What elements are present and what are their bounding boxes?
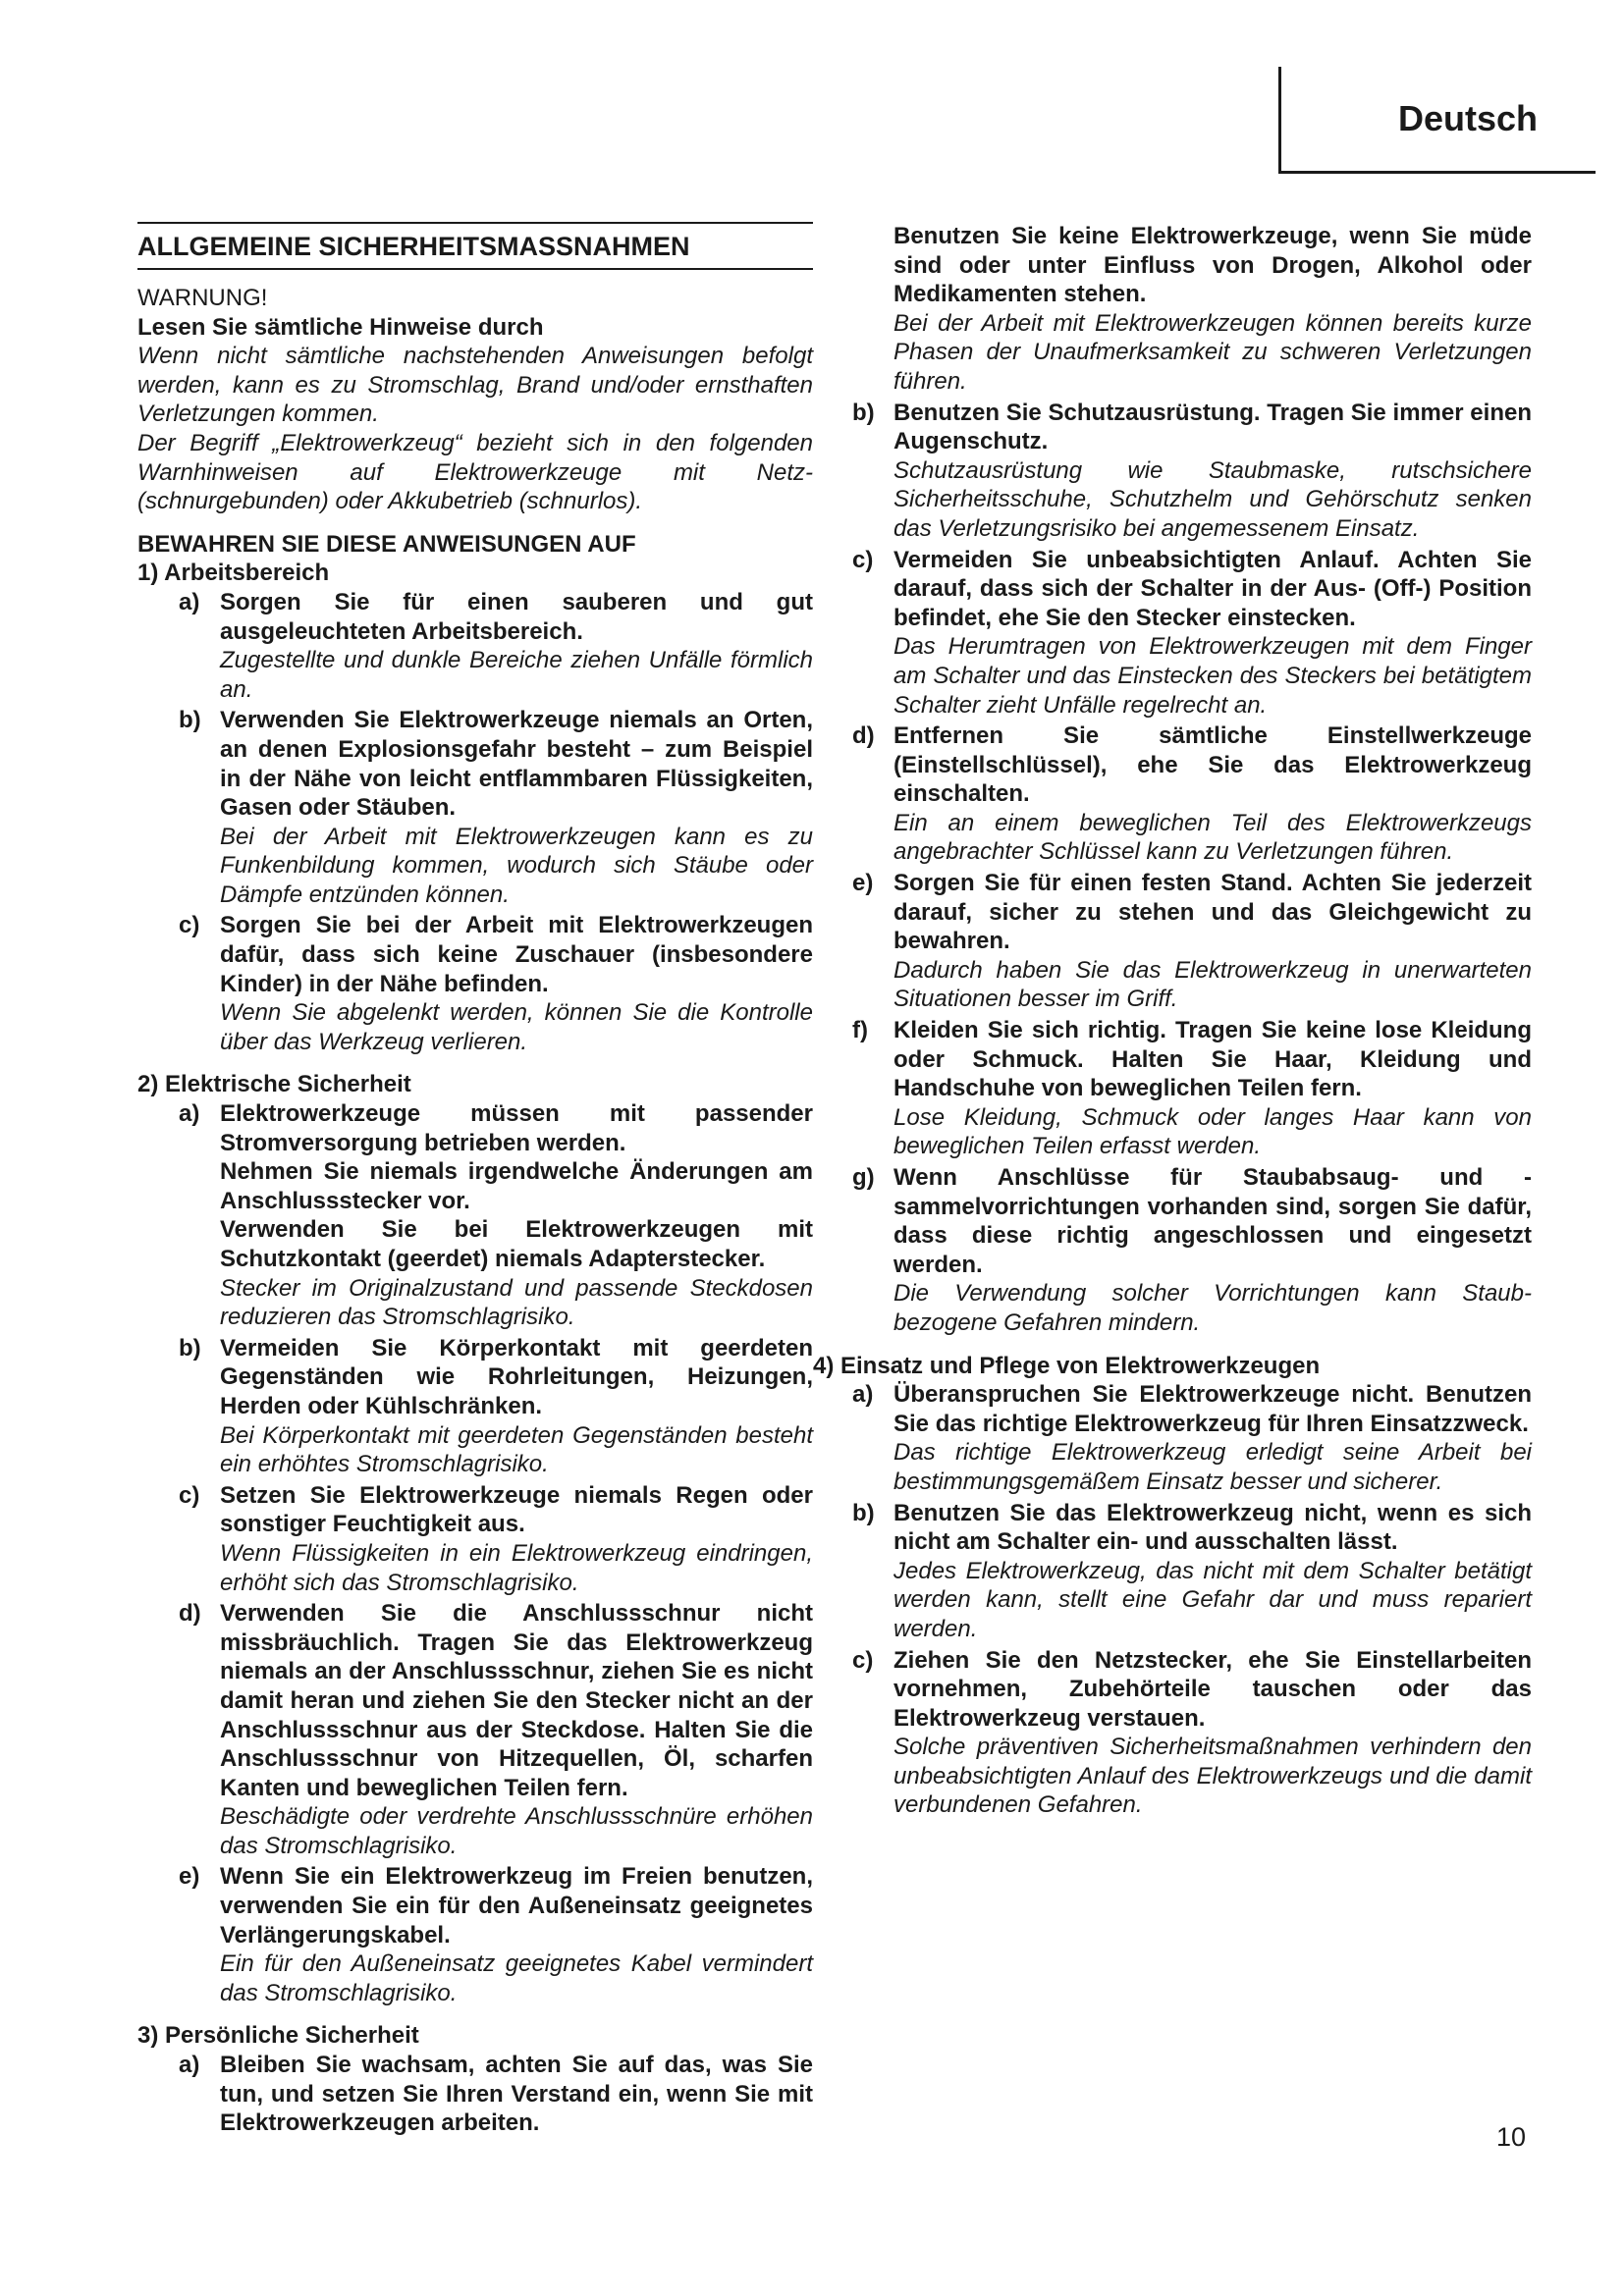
item-label: b) [179, 1334, 201, 1362]
language-label: Deutsch [1397, 98, 1538, 138]
list-item [137, 1334, 813, 1479]
item-bold-text: Sorgen Sie für einen sauberen und gut ausgeleuchteten Arbeitsbereich. [220, 588, 813, 645]
item-label: c) [852, 1646, 874, 1674]
list-item [137, 588, 813, 704]
warning-label: WARNUNG! [137, 285, 268, 311]
item-italic-text: Ein an einem beweglichen Teil des Elektrowerkzeugs angebrachter Schlüssel kann zu Verletzungen führen. [893, 809, 1532, 866]
list-item [137, 2051, 813, 2138]
list-item [852, 546, 1532, 721]
item-italic-text: Bei der Arbeit mit Elektrowerkzeugen können bereits kurze Phasen der Unaufmerksamkeit zu schweren Verletzungen führen. [893, 309, 1532, 395]
section-3-heading: 3) Persönliche Sicherheit [137, 2022, 419, 2050]
item-italic-text: Jedes Elektrowerkzeug, das nicht mit dem Schalter betätigt werden kann, stellt eine Gefahr dar und muss repariert werden. [893, 1557, 1532, 1642]
list-item [852, 869, 1532, 1014]
item-label: a) [179, 2052, 200, 2079]
item-bold-text: Benutzen Sie keine Elektrowerkzeuge, wenn Sie müde sind oder unter Einfluss von Drogen, Alkohol oder Medikamenten stehen. [893, 223, 1532, 308]
item-label: f) [852, 1017, 868, 1044]
list-item [137, 1481, 813, 1597]
item-bold-text: Bleiben Sie wachsam, achten Sie auf das, was Sie tun, und setzen Sie Ihren Verstand ein, wenn Sie mit Elektrowerkzeugen arbeiten. [220, 2052, 813, 2137]
list-item [852, 399, 1532, 544]
keep-instructions-heading: BEWAHREN SIE DIESE ANWEISUNGEN AUF [137, 530, 636, 558]
item-bold-text: Wenn Sie ein Elektrowerkzeug im Freien benutzen, verwenden Sie ein für den Außeneinsatz geeignetes Verlängerungskabel. [220, 1863, 813, 1949]
section-4-heading: 4) Einsatz und Pflege von Elektrowerkzeugen [813, 1352, 1321, 1379]
section-1-heading: 1) Arbeitsbereich [137, 560, 330, 587]
item-italic-text: Beschädigte oder verdrehte Anschlussschnüre erhöhen das Stromschlagrisiko. [220, 1803, 813, 1859]
item-italic-text: Die Verwendung solcher Vorrichtungen kann Staub-bezogene Gefahren mindern. [893, 1280, 1532, 1336]
section-title: ALLGEMEINE SICHERHEITSMASSNAHMEN [137, 222, 813, 270]
item-bold-text: Setzen Sie Elektrowerkzeuge niemals Regen oder sonstiger Feuchtigkeit aus. [220, 1481, 813, 1538]
list-item [137, 1099, 813, 1332]
item-bold-text: Benutzen Sie das Elektrowerkzeug nicht, wenn es sich nicht am Schalter ein- und ausschalten lässt. [893, 1499, 1532, 1556]
section-2-heading: 2) Elektrische Sicherheit [137, 1071, 411, 1098]
item-bold-text: Entfernen Sie sämtliche Einstellwerkzeuge (Einstellschlüssel), ehe Sie das Elektrowerkzeug einschalten. [893, 722, 1532, 808]
list-item [852, 721, 1532, 867]
list-item [852, 1499, 1532, 1644]
item-italic-text: Solche präventiven Sicherheitsmaßnahmen verhindern den unbeabsichtigten Anlauf des Elektrowerkzeugs und die damit verbundenen Gefahren. [893, 1734, 1532, 1819]
item-label: c) [179, 1481, 200, 1509]
item-label: c) [852, 546, 874, 573]
item-bold-text: Vermeiden Sie unbeabsichtigten Anlauf. Achten Sie darauf, dass sich der Schalter in der Aus- (Off-) Position befindet, ehe Sie den Stecker einstecken. [893, 546, 1532, 631]
item-italic-text: Dadurch haben Sie das Elektrowerkzeug in unerwarteten Situationen besser im Griff. [893, 956, 1532, 1013]
item-bold-text: Elektrowerkzeuge müssen mit passender Stromversorgung betrieben werden. [220, 1100, 813, 1156]
list-item [852, 1163, 1532, 1338]
item-bold-text: Verwenden Sie bei Elektrowerkzeugen mit Schutzkontakt (geerdet) niemals Adapterstecker. [220, 1216, 813, 1272]
left-column [137, 222, 813, 2138]
item-label: a) [179, 588, 200, 615]
item-bold-text: Überanspruchen Sie Elektrowerkzeuge nicht. Benutzen Sie das richtige Elektrowerkzeug für Ihren Einsatzzweck. [893, 1381, 1532, 1437]
item-label: e) [852, 870, 874, 897]
item-bold-text: Benutzen Sie Schutzausrüstung. Tragen Sie immer einen Augenschutz. [893, 399, 1532, 455]
item-bold-text: Vermeiden Sie Körperkontakt mit geerdeten Gegenständen wie Rohrleitungen, Heizungen, Herden oder Kühlschränken. [220, 1334, 813, 1419]
item-italic-text: Wenn Sie abgelenkt werden, können Sie die Kontrolle über das Werkzeug verlieren. [220, 999, 813, 1055]
intro-text-2: Der Begriff „Elektrowerkzeug“ bezieht sich in den folgenden Warnhinweisen auf Elektrowerkzeuge mit Netz- (schnurgebunden) oder Akkubetrieb (schnurlos). [137, 429, 813, 515]
item-italic-text: Stecker im Originalzustand und passende Steckdosen reduzieren das Stromschlagrisiko. [220, 1274, 813, 1331]
list-item [137, 706, 813, 909]
item-italic-text: Bei der Arbeit mit Elektrowerkzeugen kann es zu Funkenbildung kommen, wodurch sich Stäube oder Dämpfe entzünden können. [220, 823, 813, 908]
page-number: 10 [1495, 2122, 1526, 2152]
list-item [137, 1862, 813, 2007]
list-item [137, 911, 813, 1056]
item-label: c) [179, 912, 200, 939]
read-heading: Lesen Sie sämtliche Hinweise durch [137, 313, 544, 341]
item-italic-text: Zugestellte und dunkle Bereiche ziehen Unfälle förmlich an. [220, 647, 813, 703]
list-item [137, 1599, 813, 1860]
item-bold-text: Ziehen Sie den Netzstecker, ehe Sie Einstellarbeiten vornehmen, Zubehörteile tauschen oder das Elektrowerkzeug verstauen. [893, 1646, 1532, 1732]
item-bold-text: Sorgen Sie bei der Arbeit mit Elektrowerkzeugen dafür, dass sich keine Zuschauer (insbesondere Kinder) in der Nähe befinden. [220, 912, 813, 997]
item-bold-text: Sorgen Sie für einen festen Stand. Achten Sie jederzeit darauf, sicher zu stehen und das Gleichgewicht zu bewahren. [893, 870, 1532, 955]
item-label: b) [852, 399, 875, 426]
list-item [852, 1016, 1532, 1161]
item-label: e) [179, 1863, 200, 1891]
right-column [813, 222, 1532, 1820]
item-label: a) [179, 1100, 200, 1128]
list-item [852, 1380, 1532, 1496]
item-bold-text: Verwenden Sie Elektrowerkzeuge niemals an Orten, an denen Explosionsgefahr besteht – zum Beispiel in der Nähe von leicht entflammbaren Flüssigkeiten, Gasen oder Stäuben. [220, 707, 813, 822]
item-bold-text: Nehmen Sie niemals irgendwelche Änderungen am Anschlussstecker vor. [220, 1158, 813, 1214]
item-bold-text: Verwenden Sie die Anschlussschnur nicht missbräuchlich. Tragen Sie das Elektrowerkzeug niemals an der Anschlussschnur, ziehen Sie es nicht damit heran und ziehen Sie den Stecker nicht an der Anschlussschnur aus der Steckdose. Halten Sie die Anschlussschnur von Hitzequellen, Öl, scharfen Kanten und beweglichen Teilen fern. [220, 1600, 813, 1801]
item-italic-text: Das Herumtragen von Elektrowerkzeugen mit dem Finger am Schalter und das Einstecken des Steckers bei betätigtem Schalter zieht Unfälle regelrecht an. [893, 633, 1532, 719]
item-italic-text: Bei Körperkontakt mit geerdeten Gegenständen besteht ein erhöhtes Stromschlagrisiko. [220, 1421, 813, 1478]
item-italic-text: Schutzausrüstung wie Staubmaske, rutschsichere Sicherheitsschuhe, Schutzhelm und Gehörschutz senken das Verletzungsrisiko bei angemessenem Einsatz. [893, 456, 1532, 542]
item-label: a) [852, 1381, 874, 1409]
item-label: b) [852, 1499, 875, 1526]
item-bold-text: Kleiden Sie sich richtig. Tragen Sie keine lose Kleidung oder Schmuck. Halten Sie Haar, Kleidung und Handschuhe von beweglichen Teilen fern. [893, 1017, 1532, 1102]
item-italic-text: Das richtige Elektrowerkzeug erledigt seine Arbeit bei bestimmungsgemäßem Einsatz besser und sicherer. [893, 1439, 1532, 1495]
item-italic-text: Lose Kleidung, Schmuck oder langes Haar kann von beweglichen Teilen erfasst werden. [893, 1103, 1532, 1160]
intro-text-1: Wenn nicht sämtliche nachstehenden Anweisungen befolgt werden, kann es zu Stromschlag, Brand und/oder ernsthaften Verletzungen kommen. [137, 343, 813, 428]
item-label: d) [852, 722, 875, 750]
item-italic-text: Ein für den Außeneinsatz geeignetes Kabel vermindert das Stromschlagrisiko. [220, 1950, 813, 2006]
item-label: g) [852, 1164, 875, 1191]
list-item-continuation [852, 222, 1532, 397]
list-item [852, 1646, 1532, 1821]
item-bold-text: Wenn Anschlüsse für Staubabsaug- und - sammelvorrichtungen vorhanden sind, sorgen Sie dafür, dass diese richtig angeschlossen und eingesetzt werden. [893, 1164, 1532, 1278]
item-label: d) [179, 1600, 201, 1628]
item-label: b) [179, 707, 201, 734]
item-italic-text: Wenn Flüssigkeiten in ein Elektrowerkzeug eindringen, erhöht sich das Stromschlagrisiko. [220, 1539, 813, 1596]
